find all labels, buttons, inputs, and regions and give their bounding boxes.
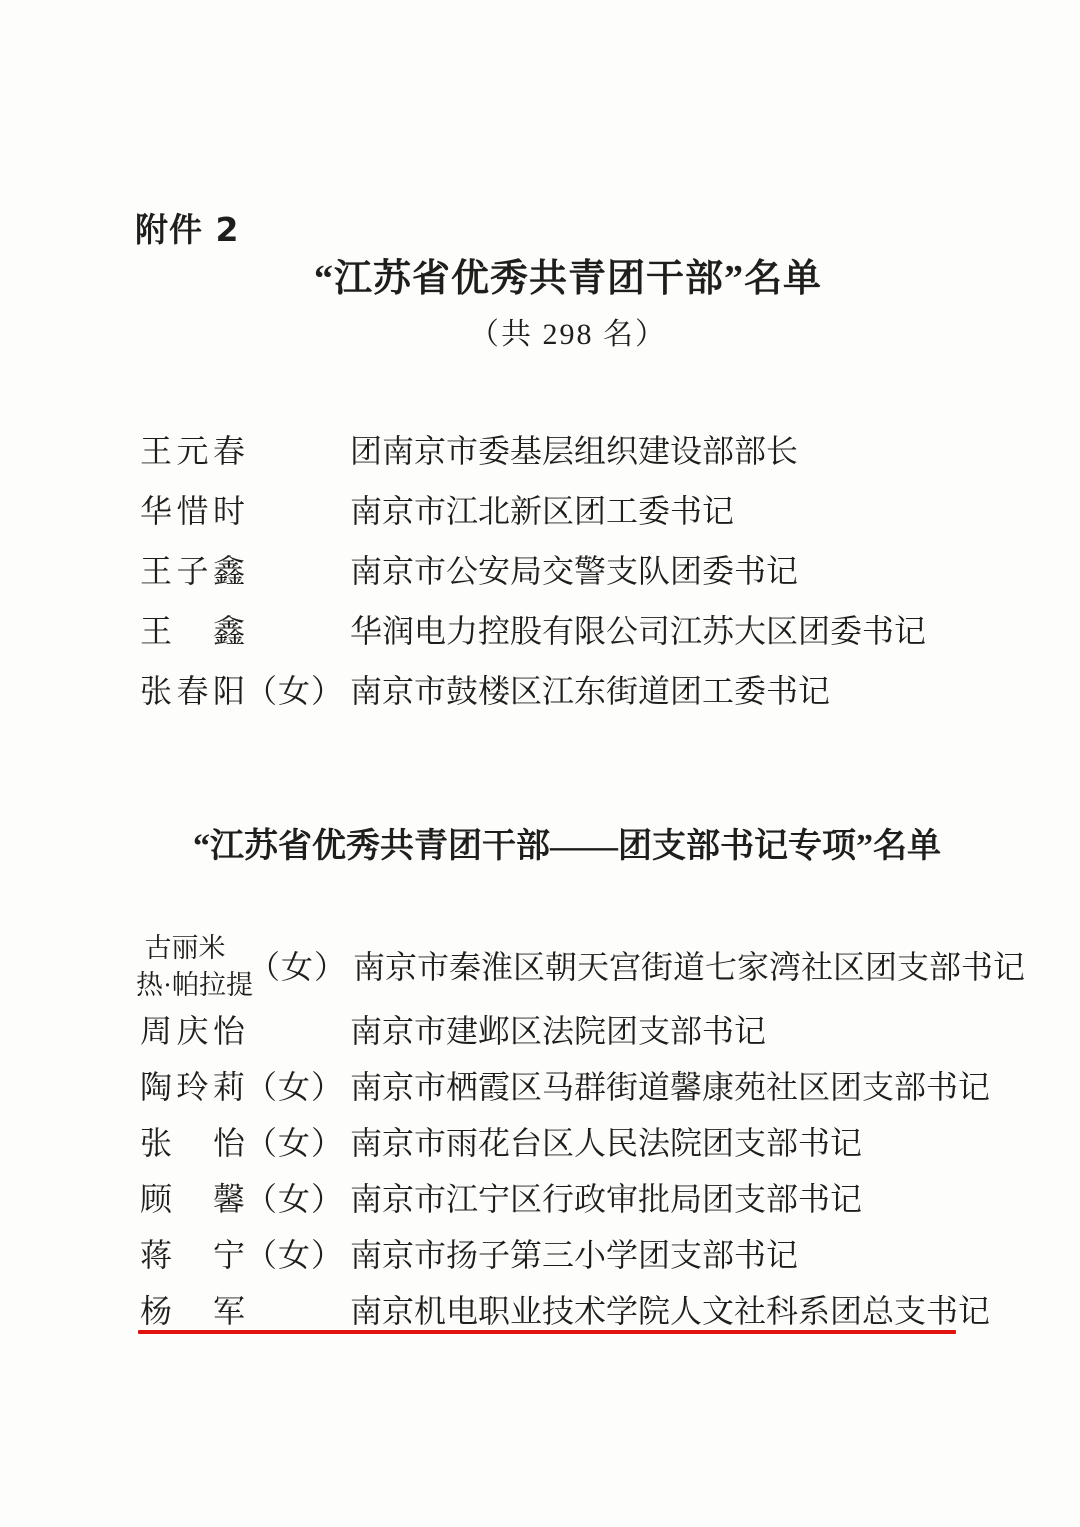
person-name: 蒋 宁 xyxy=(140,1237,245,1273)
person-position: 华润电力控股有限公司江苏大区团委书记 xyxy=(350,613,927,649)
person-name xyxy=(136,930,253,1004)
person-position: 南京市扬子第三小学团支部书记 xyxy=(350,1237,799,1273)
person-position: 南京市建邺区法院团支部书记 xyxy=(350,1013,767,1049)
person-gender: （女） xyxy=(245,1125,345,1161)
person-name: 王 鑫 xyxy=(140,613,245,649)
person-gender: （女） xyxy=(245,673,345,709)
list-item xyxy=(140,1238,1040,1272)
person-name: 陶玲莉 xyxy=(140,1069,245,1105)
list-item xyxy=(140,494,1040,528)
person-position: 南京市鼓楼区江东街道团工委书记 xyxy=(350,673,831,709)
list-item xyxy=(140,554,1040,588)
section2-list xyxy=(136,930,1040,1350)
person-position: 南京市秦淮区朝天宫街道七家湾社区团支部书记 xyxy=(353,949,1026,985)
person-position: 南京市江宁区行政审批局团支部书记 xyxy=(350,1181,863,1217)
person-name: 华惜时 xyxy=(140,493,245,529)
person-position: 南京市雨花台区人民法院团支部书记 xyxy=(350,1125,863,1161)
list-item xyxy=(140,1126,1040,1160)
list-item xyxy=(140,1294,1040,1328)
person-name: 张春阳 xyxy=(140,673,245,709)
person-position: 南京市栖霞区马群街道馨康苑社区团支部书记 xyxy=(350,1069,991,1105)
person-gender: （女） xyxy=(245,1069,345,1105)
section1-subtitle: （共 298 名） xyxy=(469,318,667,351)
list-item xyxy=(140,1014,1040,1048)
person-name: 王元春 xyxy=(140,433,245,469)
list-item xyxy=(136,930,1040,1004)
person-name-line2: 热·帕拉提 xyxy=(136,970,253,1000)
section2-title: “江苏省优秀共青团干部——团支部书记专项”名单 xyxy=(193,828,941,865)
list-item xyxy=(140,434,1040,468)
person-name: 王子鑫 xyxy=(140,553,245,589)
section1-title: “江苏省优秀共青团干部”名单 xyxy=(313,258,822,300)
person-position: 团南京市委基层组织建设部部长 xyxy=(350,433,799,469)
person-gender: （女） xyxy=(245,1237,345,1273)
person-gender: （女） xyxy=(245,1181,345,1217)
person-name: 顾 馨 xyxy=(140,1181,245,1217)
list-item xyxy=(140,614,1040,648)
person-position: 南京机电职业技术学院人文社科系团总支书记 xyxy=(350,1293,991,1329)
list-item xyxy=(140,1070,1040,1104)
person-position: 南京市江北新区团工委书记 xyxy=(350,493,735,529)
person-name: 杨 军 xyxy=(140,1293,245,1329)
section1-list xyxy=(140,434,1040,734)
person-gender: （女） xyxy=(248,949,348,985)
person-name-line1: 古丽米 xyxy=(144,933,226,963)
attachment-label: 附件 2 xyxy=(135,210,240,249)
list-item xyxy=(140,674,1040,708)
list-item xyxy=(140,1182,1040,1216)
person-name: 张 怡 xyxy=(140,1125,245,1161)
highlight-underline xyxy=(138,1330,956,1334)
person-name: 周庆怡 xyxy=(140,1013,245,1049)
person-position: 南京市公安局交警支队团委书记 xyxy=(350,553,799,589)
